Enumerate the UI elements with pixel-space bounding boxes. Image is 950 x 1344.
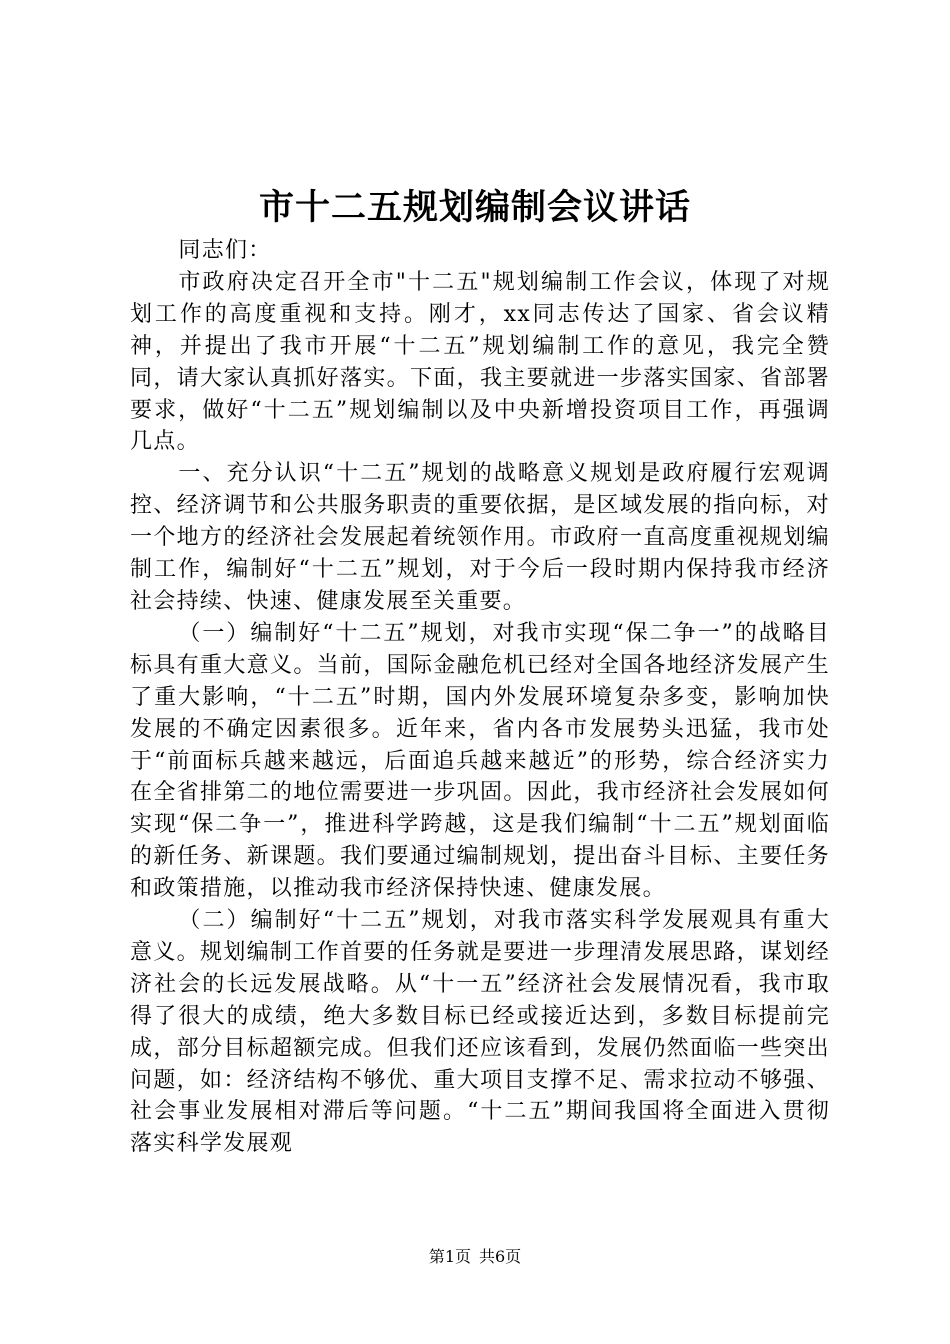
body-paragraph: 市政府决定召开全市"十二五"规划编制工作会议，体现了对规划工作的高度重视和支持。刚才，xx同志传达了国家、省会议精神，并提出了我市开展“十二五”规划编制工作的意见，我完全赞同，请大家认真抓好落实。下面，我主要就进一步落实国家、省部署要求，做好“十二五”规划编制以及中央新增投资项目工作，再强调几点。 xyxy=(130,269,830,455)
page-number: 第1页 xyxy=(428,1247,471,1266)
page-total: 共6页 xyxy=(479,1247,522,1266)
page-footer xyxy=(0,1246,950,1268)
body-paragraph: （二）编制好“十二五”规划，对我市落实科学发展观具有重大意义。规划编制工作首要的任务就是要进一步理清发展思路，谋划经济社会的长远发展战略。从“十一五”经济社会发展情况看，我市取得了很大的成绩，绝大多数目标已经或接近达到，多数目标提前完成，部分目标超额完成。但我们还应该看到，发展仍然面临一些突出问题，如：经济结构不够优、重大项目支撑不足、需求拉动不够强、社会事业发展相对滞后等问题。“十二五”期间我国将全面进入贯彻落实科学发展观 xyxy=(130,908,830,1157)
body-paragraph: （一）编制好“十二五”规划，对我市实现“保二争一”的战略目标具有重大意义。当前，国际金融危机已经对全国各地经济发展产生了重大影响，“十二五”时期，国内外发展环境复杂多变，影响加快发展的不确定因素很多。近年来，省内各市发展势头迅猛，我市处于“前面标兵越来越远，后面追兵越来越近”的形势，综合经济实力在全省排第二的地位需要进一步巩固。因此，我市经济社会发展如何实现“保二争一”，推进科学跨越，这是我们编制“十二五”规划面临的新任务、新课题。我们要通过编制规划，提出奋斗目标、主要任务和政策措施，以推动我市经济保持快速、健康发展。 xyxy=(130,620,830,902)
salutation-paragraph: 同志们： xyxy=(178,238,272,263)
document-title: 市十二五规划编制会议讲话 xyxy=(258,187,691,228)
body-paragraph: 一、充分认识“十二五”规划的战略意义规划是政府履行宏观调控、经济调节和公共服务职责的重要依据，是区域发展的指向标，对一个地方的经济社会发展起着统领作用。市政府一直高度重视规划编制工作，编制好“十二五”规划，对于今后一段时期内保持我市经济社会持续、快速、健康发展至关重要。 xyxy=(130,461,830,614)
document-body xyxy=(130,235,830,1160)
